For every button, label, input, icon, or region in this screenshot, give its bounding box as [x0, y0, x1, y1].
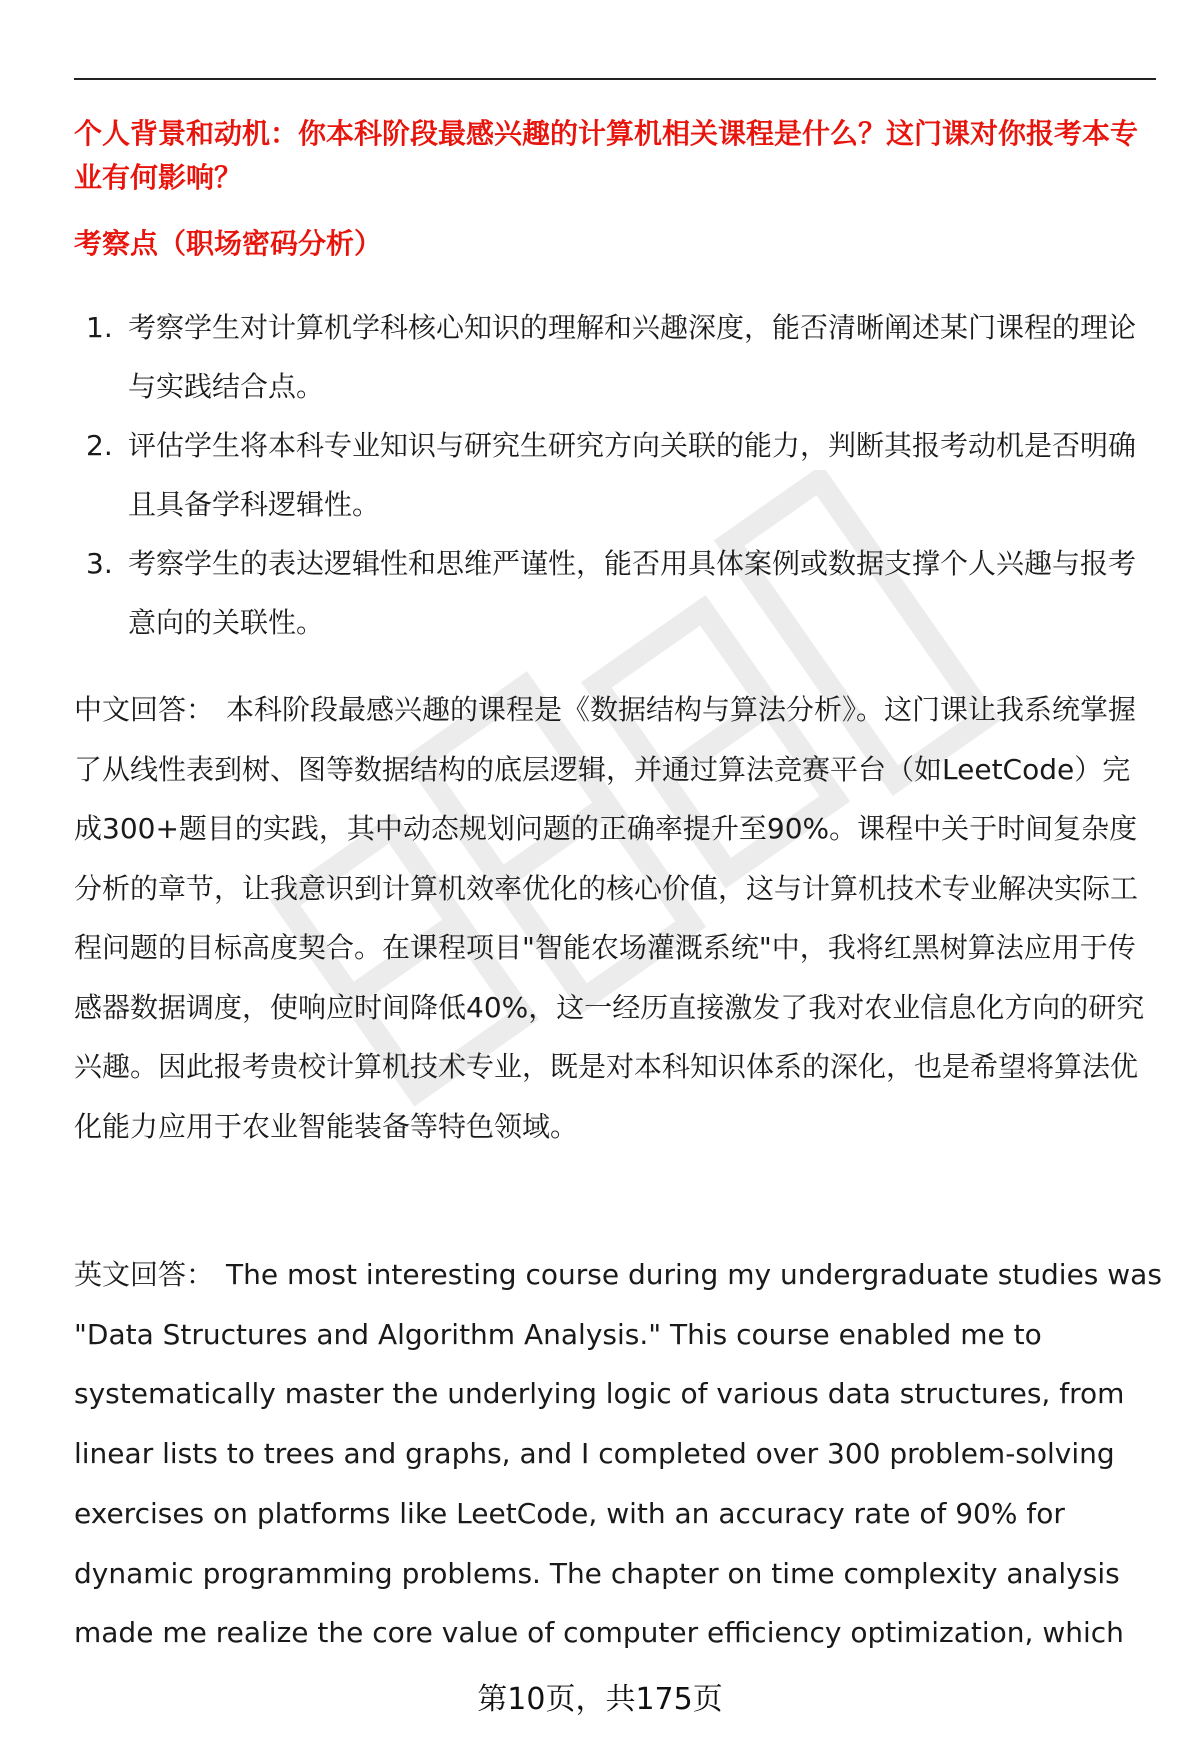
- analysis-point: [74, 298, 1156, 416]
- chinese-answer: [74, 680, 1156, 1156]
- analysis-points-list: [74, 298, 1156, 652]
- english-answer-label: 英文回答：: [74, 1258, 215, 1291]
- point-text: 考察学生的表达逻辑性和思维严谨性，能否用具体案例或数据支撑个人兴趣与报考意向的关联性。: [128, 547, 1137, 639]
- analysis-point: [74, 534, 1156, 652]
- top-divider: [74, 78, 1156, 80]
- analysis-point: [74, 416, 1156, 534]
- page-number-footer: 第10页，共175页: [477, 1682, 723, 1717]
- chinese-answer-label: 中文回答：: [74, 693, 215, 726]
- point-number: 3.: [86, 547, 113, 580]
- chinese-answer-text: 本科阶段最感兴趣的课程是《数据结构与算法分析》。这门课让我系统掌握了从线性表到树、图等数据结构的底层逻辑，并通过算法竞赛平台（如LeetCode）完成300+题目的实践，其中动态规划问题的正确率提升至90%。课程中关于时间复杂度分析的章节，让我意识到计算机效率优化的核心价值，这与计算机技术专业解决实际工程问题的目标高度契合。在课程项目"智能农场灌溉系统"中，我将红黑树算法应用于传感器数据调度，使响应时间降低40%，这一经历直接激发了我对农业信息化方向的研究兴趣。因此报考贵校计算机技术专业，既是对本科知识体系的深化，也是希望将算法优化能力应用于农业智能装备等特色领域。: [74, 693, 1145, 1143]
- english-answer-text: The most interesting course during my undergraduate studies was "Data Structures and Algorithm Analysis." This course enabled me to systematically master the underlying logic of various data structures, from linear lists to trees and graphs, and I completed over 300 problem-solving exercises on platforms like LeetCode, with an accuracy rate of 90% for dynamic programming problems. The chapter on time complexity analysis made me realize the core value of computer efficiency optimization, which: [74, 1258, 1162, 1650]
- english-answer: [74, 1245, 1162, 1663]
- point-text: 考察学生对计算机学科核心知识的理解和兴趣深度，能否清晰阐述某门课程的理论与实践结合点。: [128, 311, 1137, 403]
- analysis-title: 考察点（职场密码分析）: [74, 227, 383, 260]
- point-text: 评估学生将本科专业知识与研究生研究方向关联的能力，判断其报考动机是否明确且具备学科逻辑性。: [128, 429, 1137, 521]
- point-number: 1.: [86, 311, 113, 344]
- question-heading: 个人背景和动机：你本科阶段最感兴趣的计算机相关课程是什么？这门课对你报考本专业有何影响？: [74, 117, 1139, 194]
- point-number: 2.: [86, 429, 113, 462]
